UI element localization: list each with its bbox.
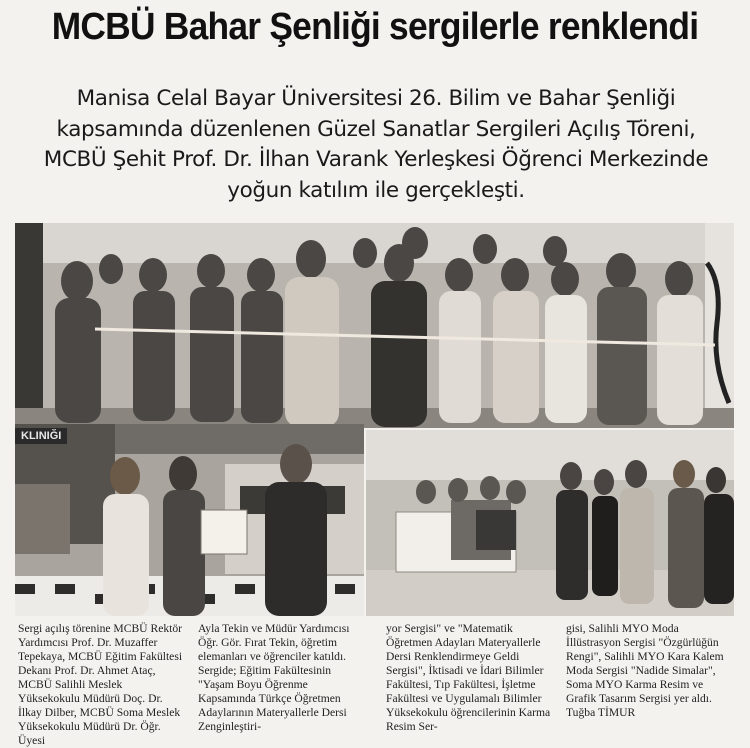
body-column-3-text: yor Sergisi" ve "Matematik Öğretmen Adayları Materyallerle Dersi Renklendirmeye Geldi Sergisi", İktisadi ve İdari Bilimler Fakültesi, Tıp Fakültesi, İşletme Fakültesi ve Uygulamalı Bilimler Yüksekokulu öğrencilerinin Karma Resim Ser- xyxy=(386,622,551,733)
certificate-photo xyxy=(15,424,364,616)
body-column-2 xyxy=(198,622,368,734)
body-column-4-text: gisi, Salihli MYO Moda İllüstrasyon Sergisi "Özgürlüğün Rengi", Salihli MYO Kara Kalem Moda Sergisi "Nadide Simalar", Soma MYO Karma Resim ve Grafik Tasarım Sergisi yer aldı. Tuğba TİMUR xyxy=(566,622,724,719)
lead-paragraph: Manisa Celal Bayar Üniversitesi 26. Bilim ve Bahar Şenliği kapsamında düzenlenen Güzel Sanatlar Sergileri Açılış Töreni, MCBÜ Şehit Prof. Dr. İlhan Varank Yerleşkesi Öğrenci Merkezinde yoğun katılım ile gerçekleşti. xyxy=(43,86,709,203)
headline: MCBÜ Bahar Şenliği sergilerle renklendi xyxy=(51,6,699,48)
body-column-1-text: Sergi açılış törenine MCBÜ Rektör Yardımcısı Prof. Dr. Muzaffer Tepekaya, MCBÜ Eğitim Fakültesi Dekanı Prof. Dr. Ahmet Ataç, MCBÜ Salihli Meslek Yüksekokulu Müdürü Doç. Dr. İlkay Dilber, MCBÜ Soma Meslek Yüksekokulu Müdürü Dr. Öğr. Üyesi xyxy=(18,622,183,747)
body-column-4 xyxy=(566,622,736,720)
body-column-3 xyxy=(386,622,558,734)
body-column-2-text: Ayla Tekin ve Müdür Yardımcısı Öğr. Gör. Fırat Tekin, öğretim elemanları ve öğrenciler katıldı. Sergide; Eğitim Fakültesinin "Yaşam Boyu Öğrenme Kapsamında Türkçe Öğretmen Adaylarının Materyallerle Dersi Zenginleştiri- xyxy=(198,622,350,733)
exhibition-hall-photo xyxy=(366,430,734,616)
certificate-illustration xyxy=(15,424,364,616)
body-column-1 xyxy=(18,622,183,748)
ribbon-cutting-illustration xyxy=(15,223,734,428)
klinigi-sign: KLINIĞI xyxy=(15,428,67,444)
exhibition-hall-illustration xyxy=(366,430,734,616)
article-body xyxy=(0,622,750,747)
ribbon-cutting-photo xyxy=(15,223,734,428)
